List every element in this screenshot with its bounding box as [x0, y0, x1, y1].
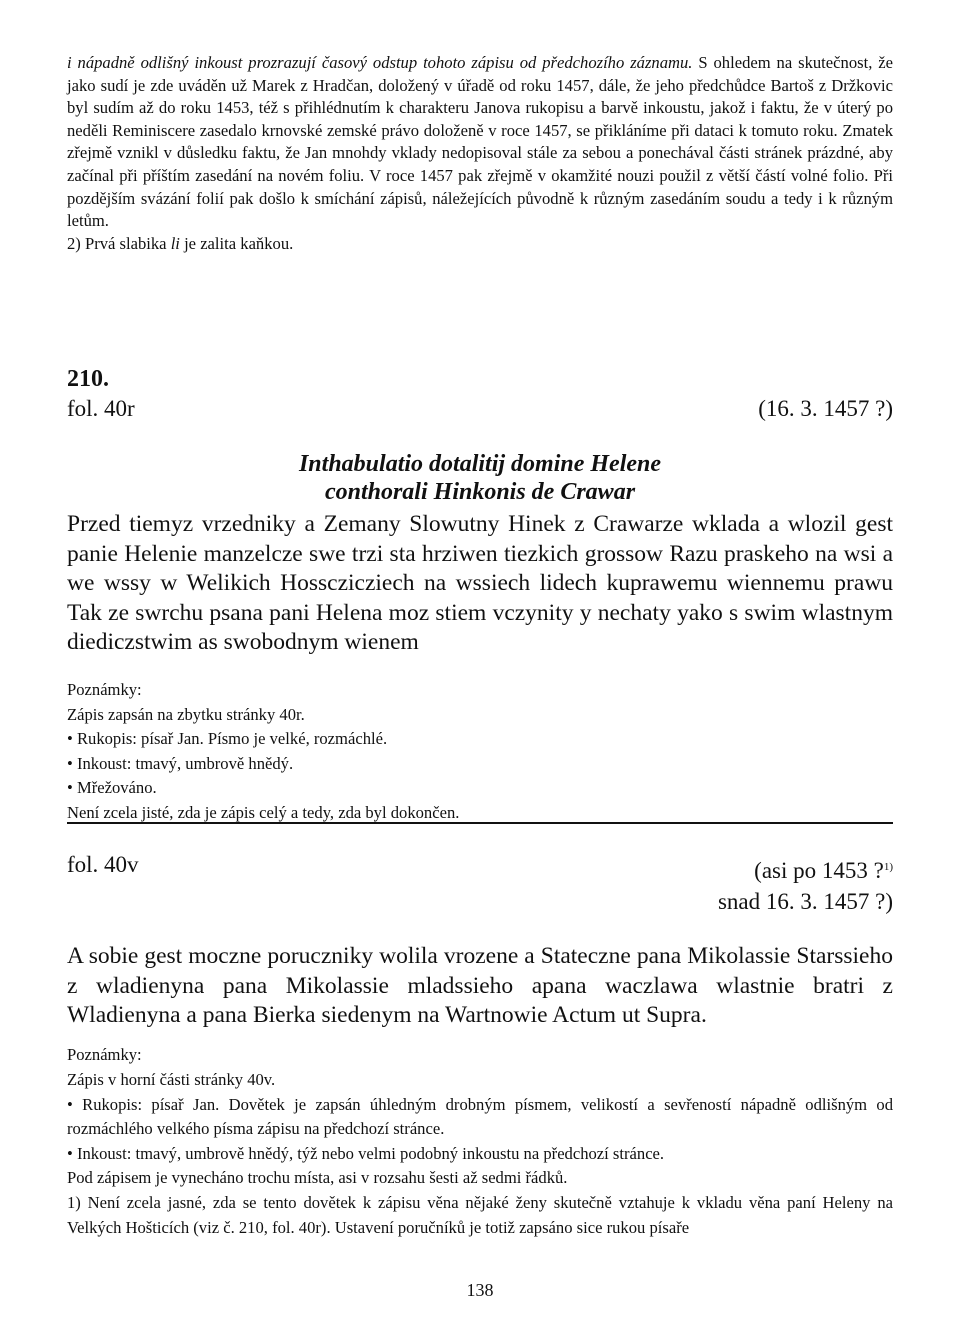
- footnote-2-prefix: 2) Prvá slabika: [67, 233, 171, 253]
- notes-40v-line: Poznámky:: [67, 1045, 142, 1064]
- page-number: 138: [466, 1280, 494, 1300]
- notes-40r: [67, 678, 893, 825]
- notes-40r-line: Není zcela jisté, zda je zápis celý a tedy, zda byl dokončen.: [67, 802, 460, 822]
- section-divider: [67, 822, 893, 824]
- top-note-block: [67, 52, 893, 255]
- folio-40v: fol. 40v: [67, 852, 139, 877]
- notes-40r-line: • Inkoust: tmavý, umbrově hnědý.: [67, 753, 294, 773]
- notes-40v-line: Pod zápisem je vynecháno trochu místa, asi v rozsahu šesti až sedmi řádků.: [67, 1168, 568, 1188]
- entry-text-40v: A sobie gest moczne poruczniky wolila vrozene a Stateczne pana Mikolassie Starssieho z wladienyna pana Mikolassie mladssieho apana waczlawa wlastnie bratri z Wladienyna a pana Bierka siedenym na Wartnowie Actum ut Supra.: [67, 943, 893, 1028]
- notes-40v-header: [67, 1043, 893, 1068]
- date-40v: [718, 852, 893, 917]
- notes-40v-line: Zápis v horní části stránky 40v.: [67, 1070, 276, 1089]
- notes-40v: [67, 1068, 893, 1240]
- notes-40v-line: 1) Není zcela jasné, zda se tento dovětek k zápisu věna nějaké ženy skutečně vztahuje k vkladu věna paní Heleny na Velkých Hošticích (viz č. 210, fol. 40r). Ustavení poručníků je totiž zapsáno sice rukou písaře: [67, 1192, 893, 1237]
- notes-40v-line: • Rukopis: písař Jan. Dovětek je zapsán úhledným drobným písmem, velikostí a sevřeností nápadně odlišným od rozmáchlého velkého písma zápisu na předchozí stránce.: [67, 1094, 893, 1139]
- notes-40r-line: • Mřežováno.: [67, 778, 157, 797]
- entry-text-40r: Przed tiemyz vrzedniky a Zemany Slowutny Hinek z Crawarze wklada a wlozil gest panie Helenie manzelcze swe trzi sta hrziwen tiezkich grossow Razu praskeho na wsi a we wssy w Welikich Hossczicziech na wssiech lidech kuprawemu wiennemu prawu Tak ze swrchu psana pani Helena moz stiem vczynity y nechaty yako s swim wlastnym diediczstwim as swobodnym wienem: [67, 511, 893, 655]
- footnote-2-italic: li: [170, 233, 180, 253]
- entry-heading: [67, 450, 893, 506]
- top-paragraph: [67, 52, 893, 233]
- folio-40r: fol. 40r: [67, 396, 135, 421]
- date-40v-line-1: (asi po 1453 ?: [754, 858, 884, 883]
- footnote-2: [67, 233, 893, 256]
- notes-40r-line: Zápis zapsán na zbytku stránky 40r.: [67, 704, 305, 724]
- notes-40r-line: • Rukopis: písař Jan. Písmo je velké, rozmáchlé.: [67, 729, 388, 748]
- date-40v-line-2: snad 16. 3. 1457 ?): [717, 889, 893, 914]
- notes-40v-line: • Inkoust: tmavý, umbrově hnědý, týž nebo velmi podobný inkoustu na předchozí stránce.: [67, 1143, 665, 1163]
- date-40v-footnote-marker: 1): [883, 861, 893, 873]
- footnote-2-suffix: je zalita kaňkou.: [179, 233, 294, 253]
- heading-line-1: Inthabulatio dotalitij domine Helene: [298, 451, 662, 477]
- top-paragraph-text: S ohledem na skutečnost, že jako sudí je zde uváděn už Marek z Hradčan, doložený v úřadě od roku 1457, dále, že jeho předchůdce Bartoš z Držkovic byl sudím až do roku 1453, též s přihlédnutím k charakteru Janova rukopisu a barvě inkoustu, jakož i faktu, že v úterý po neděli Reminiscere zasedalo krnovské zemské právo doloženě v roce 1457, se přikláníme při dataci k tomuto roku. Zmatek zřejmě vznikl v důsledku faktu, že Jan mnohdy vklady nedopisoval stále za sebou a ponechával části stránek prázdné, aby začínal při příštím zasedání na novém foliu. V roce 1457 pak zřejmě v okamžité nouzi použil z větší částí volné folio. Při pozdějším svázání folií pak došlo k smíchání zápisů, náležejících původně k různým zasedáním soudu a tedy i k různým letům.: [67, 53, 893, 231]
- top-paragraph-italic: i nápadně odlišný inkoust prozrazují časový odstup tohoto zápisu od předchozího záznamu.: [67, 53, 693, 72]
- date-40r: (16. 3. 1457 ?): [758, 396, 893, 421]
- heading-line-2: conthorali Hinkonis de Crawar: [324, 479, 636, 505]
- notes-40r-line: Poznámky:: [67, 680, 142, 699]
- entry-number: 210.: [67, 366, 109, 392]
